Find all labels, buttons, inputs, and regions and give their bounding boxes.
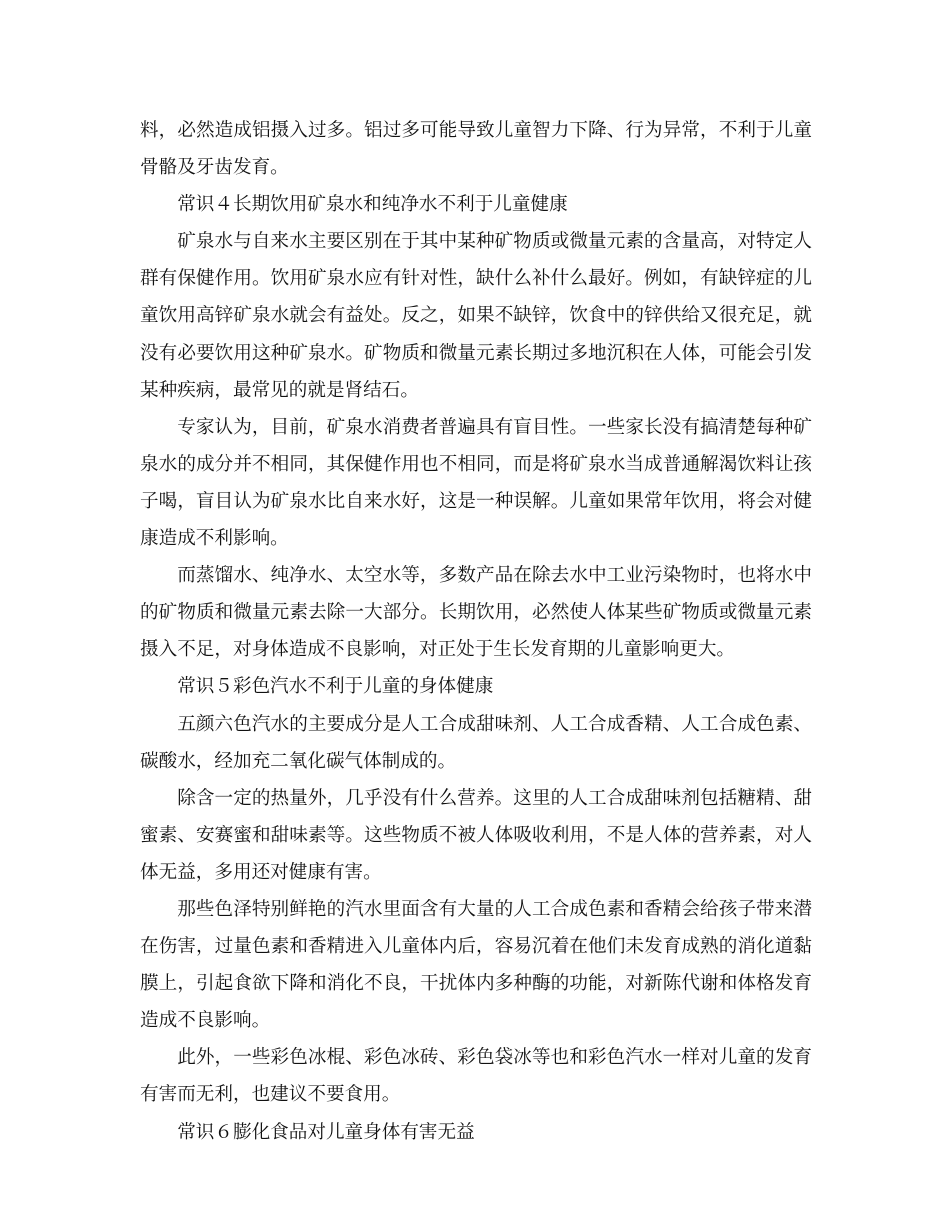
paragraph: 除含一定的热量外，几乎没有什么营养。这里的人工合成甜味剂包括糖精、甜蜜素、安赛蜜和甜味素等。这些物质不被人体吸收利用，不是人体的营养素，对人体无益，多用还对健康有害。 [140, 787, 812, 883]
paragraph: 而蒸馏水、纯净水、太空水等，多数产品在除去水中工业污染物时，也将水中的矿物质和微量元素去除一大部分。长期饮用，必然使人体某些矿物质或微量元素摄入不足，对身体造成不良影响，对正处于生长发育期的儿童影响更大。 [140, 565, 812, 661]
paragraph: 专家认为，目前，矿泉水消费者普遍具有盲目性。一些家长没有搞清楚每种矿泉水的成分并不相同，其保健作用也不相同，而是将矿泉水当成普通解渴饮料让孩子喝，盲目认为矿泉水比自来水好，这是一种误解。儿童如果常年饮用，将会对健康造成不利影响。 [140, 416, 812, 550]
section-heading-4: 常识４长期饮用矿泉水和纯净水不利于儿童健康 [177, 194, 568, 216]
section-heading-6: 常识６膨化食品对儿童身体有害无益 [177, 1121, 475, 1143]
document-body [140, 112, 812, 1151]
paragraph: 矿泉水与自来水主要区别在于其中某种矿物质或微量元素的含量高，对特定人群有保健作用。饮用矿泉水应有针对性，缺什么补什么最好。例如，有缺锌症的儿童饮用高锌矿泉水就会有益处。反之，如果不缺锌，饮食中的锌供给又很充足，就没有必要饮用这种矿泉水。矿物质和微量元素长期过多地沉积在人体，可能会引发某种疾病，最常见的就是肾结石。 [140, 231, 812, 401]
paragraph: 那些色泽特别鲜艳的汽水里面含有大量的人工合成色素和香精会给孩子带来潜在伤害，过量色素和香精进入儿童体内后，容易沉着在他们未发育成熟的消化道黏膜上，引起食欲下降和消化不良，干扰体内多种酶的功能，对新陈代谢和体格发育造成不良影响。 [140, 898, 812, 1032]
paragraph: 五颜六色汽水的主要成分是人工合成甜味剂、人工合成香精、人工合成色素、碳酸水，经加充二氧化碳气体制成的。 [140, 713, 812, 772]
section-heading-5: 常识５彩色汽水不利于儿童的身体健康 [177, 676, 494, 698]
paragraph: 此外，一些彩色冰棍、彩色冰砖、彩色袋冰等也和彩色汽水一样对儿童的发育有害而无利，也建议不要食用。 [140, 1047, 812, 1106]
paragraph-continuation: 料，必然造成铝摄入过多。铝过多可能导致儿童智力下降、行为异常，不利于儿童骨骼及牙齿发育。 [140, 120, 812, 179]
